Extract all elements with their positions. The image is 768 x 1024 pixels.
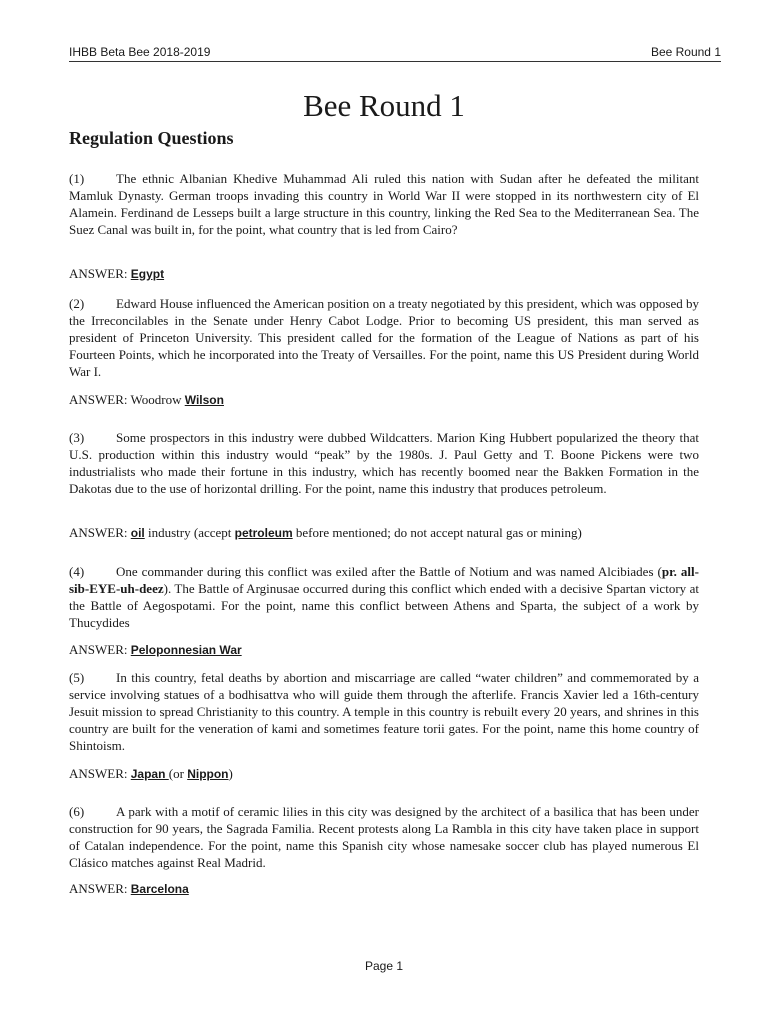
answer-3 xyxy=(69,524,709,542)
answer-term: oil xyxy=(130,526,145,540)
page-title: Bee Round 1 xyxy=(303,88,465,123)
question-text: The ethnic Albanian Khedive Muhammad Ali ruled this nation with Sudan after he defeated the militant Mamluk Dynasty. German troops invading this country in World War II were stopped in its northwestern city of El Alamein. Ferdinand de Lesseps built a large structure in this country, linking the Red Sea to the Mediterranean Sea. The Suez Canal was built in, for the point, what country that is led from Cairo? xyxy=(69,171,699,237)
question-3 xyxy=(69,429,699,497)
question-4 xyxy=(69,563,699,631)
header-right: Bee Round 1 xyxy=(650,45,721,59)
answer-note-tail: ) xyxy=(228,766,233,781)
answer-label: ANSWER: xyxy=(69,766,131,781)
answer-label: ANSWER: xyxy=(69,266,131,281)
answer-label: ANSWER: xyxy=(69,642,131,657)
header-rule xyxy=(69,61,721,62)
answer-2 xyxy=(69,391,709,409)
answer-term: Barcelona xyxy=(130,882,189,896)
question-text-cont: ). The Battle of Arginusae occurred during this conflict which ended with a decisive Spartan victory at the Battle of Aegospotami. For the point, name this conflict between Athens and Sparta, the subject of a work by Thucydides xyxy=(69,581,699,630)
answer-term: Wilson xyxy=(184,393,224,407)
answer-term: Peloponnesian War xyxy=(130,643,242,657)
question-number: (4) xyxy=(69,564,85,579)
question-text: Edward House influenced the American position on a treaty negotiated by this president, which was opposed by the Irreconcilables in the Senate under Henry Cabot Lodge. Prior to becoming US president, this man served as president of Princeton University. This president called for the formation of the League of Nations as part of his Fourteen Points, which he incorporated into the Treaty of Versailles. For the point, name this US President during World War I. xyxy=(69,296,699,379)
pronunciation-guide: pr. all-sib-EYE-uh-deez xyxy=(69,564,699,596)
answer-6 xyxy=(69,880,709,898)
answer-label: ANSWER: xyxy=(69,881,131,896)
answer-label: ANSWER: Woodrow xyxy=(69,392,185,407)
answer-note: (or xyxy=(168,766,188,781)
question-text: Some prospectors in this industry were dubbed Wildcatters. Marion King Hubbert popularized the theory that U.S. production within this industry would “peak” by the 1980s. J. Paul Getty and T. Boone Pickens were two industrialists who made their fortune in this industry, which has recently boomed near the Bakken Formation in the Dakotas due to the use of horizontal drilling. For the point, name this industry that produces petroleum. xyxy=(69,430,699,496)
page-header xyxy=(69,45,721,61)
answer-4 xyxy=(69,641,709,659)
answer-1 xyxy=(69,265,709,283)
answer-alt-term: petroleum xyxy=(234,526,293,540)
question-number: (1) xyxy=(69,171,85,186)
answer-label: ANSWER: xyxy=(69,525,131,540)
answer-note: industry (accept xyxy=(144,525,235,540)
page-number: Page 1 xyxy=(364,959,404,973)
answer-alt-term: Nippon xyxy=(187,767,229,781)
question-number: (2) xyxy=(69,296,85,311)
question-text: In this country, fetal deaths by abortion and miscarriage are called “water children” and commemorated by a service involving statues of a bodhisattva who will guide them through the afterlife. Francis Xavier led a 16th-century Jesuit mission to spread Christianity to this country. A temple in this country is rebuilt every 20 years, and shrines in this country are built for the veneration of kami and sometimes feature torii gates. For the point, name this home country of Shintoism. xyxy=(69,670,699,753)
answer-term: Japan xyxy=(130,767,169,781)
question-text: A park with a motif of ceramic lilies in this city was designed by the architect of a basilica that has been under construction for 90 years, the Sagrada Familia. Recent protests along La Rambla in this city have taken place in support of Catalan independence. For the point, name this Spanish city whose namesake soccer club has played numerous El Clásico matches against Real Madrid. xyxy=(69,804,699,870)
question-1 xyxy=(69,170,699,238)
answer-note-tail: before mentioned; do not accept natural gas or mining) xyxy=(292,525,582,540)
question-number: (6) xyxy=(69,804,85,819)
section-heading: Regulation Questions xyxy=(69,128,234,148)
header-left: IHBB Beta Bee 2018-2019 xyxy=(69,45,211,59)
answer-term: Egypt xyxy=(130,267,165,281)
question-number: (3) xyxy=(69,430,85,445)
question-5 xyxy=(69,669,699,754)
question-number: (5) xyxy=(69,670,85,685)
question-text: One commander during this conflict was exiled after the Battle of Notium and was named Alcibiades ( xyxy=(116,564,662,579)
question-6 xyxy=(69,803,699,871)
question-2 xyxy=(69,295,699,380)
answer-5 xyxy=(69,765,709,783)
